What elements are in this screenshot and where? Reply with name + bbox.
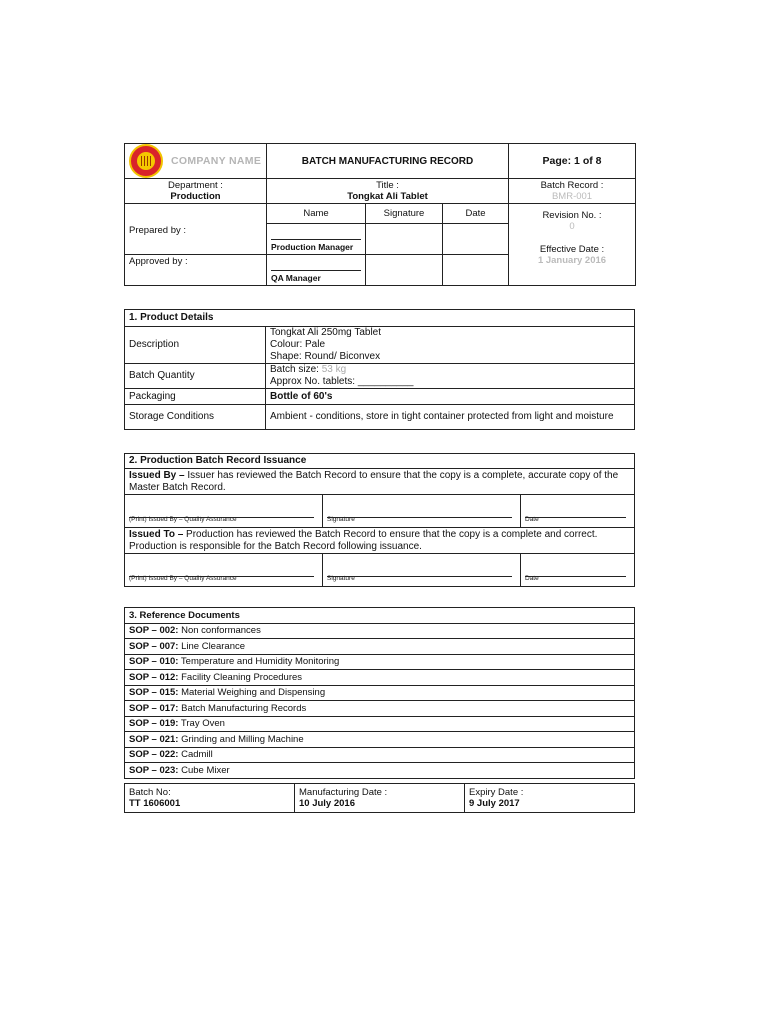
batch-record-value: BMR-001 <box>551 191 593 202</box>
logo-cell <box>125 144 267 179</box>
company-name: COMPANY NAME <box>171 154 262 167</box>
batch-quantity-value <box>266 364 635 389</box>
revision-cell <box>509 204 636 286</box>
sop-name: Cadmill <box>178 749 213 761</box>
department-value: Production <box>170 191 221 202</box>
expiry-date-value: 9 July 2017 <box>469 798 520 809</box>
issuance-table <box>124 453 635 587</box>
prepared-by-date <box>443 224 509 255</box>
approved-by-signature <box>366 255 443 286</box>
company-logo-icon <box>129 144 163 178</box>
issued-by-text: Issuer has reviewed the Batch Record to ensure that the copy is a complete, accurate copy of the Master Batch Record. <box>129 469 619 493</box>
approx-tablets-label: Approx No. tablets: <box>270 376 356 387</box>
sop-code: SOP – 021: <box>129 733 179 745</box>
batch-no-cell <box>125 784 295 813</box>
sop-name: Non conformances <box>178 625 261 637</box>
sop-name: Temperature and Humidity Monitoring <box>178 656 340 668</box>
batch-size-value: 53 kg <box>321 364 347 375</box>
revision-label: Revision No. : <box>542 210 602 221</box>
batch-record-cell <box>509 179 636 204</box>
issued-by-date-field[interactable] <box>521 495 635 528</box>
sop-code: SOP – 023: <box>129 764 179 776</box>
issued-by-print-field[interactable] <box>125 495 323 528</box>
issued-by-label: Issued By – <box>129 469 185 481</box>
sop-name: Batch Manufacturing Records <box>178 702 307 714</box>
storage-conditions-value: Ambient - conditions, store in tight container protected from light and moisture <box>266 405 635 430</box>
expiry-date-cell <box>465 784 635 813</box>
page-number: Page: 1 of 8 <box>509 144 636 179</box>
manufacturing-date-cell <box>295 784 465 813</box>
sop-name: Facility Cleaning Procedures <box>178 671 303 683</box>
sop-code: SOP – 012: <box>129 671 179 683</box>
col-date-header: Date <box>443 204 509 224</box>
batch-info-table <box>124 783 635 813</box>
batch-record-label: Batch Record : <box>540 180 604 191</box>
description-line: Shape: Round/ Biconvex <box>270 351 381 362</box>
reference-item <box>125 716 635 732</box>
reference-item <box>125 685 635 701</box>
sop-name: Cube Mixer <box>178 764 230 776</box>
sop-name: Grinding and Milling Machine <box>178 733 304 745</box>
sop-code: SOP – 007: <box>129 640 179 652</box>
batch-size-label: Batch size: <box>270 364 319 375</box>
issuance-heading: 2. Production Batch Record Issuance <box>125 454 635 469</box>
col-signature-header: Signature <box>366 204 443 224</box>
reference-item <box>125 654 635 670</box>
title-label: Title : <box>376 180 399 191</box>
document-title: BATCH MANUFACTURING RECORD <box>267 144 509 179</box>
signature-label: Signature <box>327 575 355 582</box>
reference-item <box>125 623 635 639</box>
issued-to-date-field[interactable] <box>521 554 635 587</box>
storage-conditions-label: Storage Conditions <box>125 405 266 430</box>
revision-value: 0 <box>569 221 575 232</box>
prepared-by-role: Production Manager <box>271 242 354 252</box>
sop-code: SOP – 010: <box>129 656 179 668</box>
issued-by-statement <box>125 469 635 495</box>
approved-by-role: QA Manager <box>271 273 321 283</box>
sop-code: SOP – 022: <box>129 749 179 761</box>
title-value: Tongkat Ali Tablet <box>347 191 428 202</box>
batch-no-label: Batch No: <box>129 787 171 798</box>
batch-quantity-label: Batch Quantity <box>125 364 266 389</box>
description-value <box>266 327 635 364</box>
prepared-by-name-cell <box>267 224 366 255</box>
reference-item <box>125 732 635 748</box>
approved-by-label: Approved by : <box>125 255 267 286</box>
reference-item <box>125 747 635 763</box>
packaging-value: Bottle of 60's <box>266 389 635 405</box>
product-details-table <box>124 309 635 430</box>
header-table <box>124 143 636 286</box>
sop-code: SOP – 015: <box>129 687 179 699</box>
print-qa-label: (Print) Issued By – Quality Assurance <box>129 575 237 582</box>
date-label: Date <box>525 575 539 582</box>
effective-date-value: 1 January 2016 <box>537 255 607 266</box>
issued-to-print-field[interactable] <box>125 554 323 587</box>
sop-name: Material Weighing and Dispensing <box>178 687 326 699</box>
manufacturing-date-label: Manufacturing Date : <box>299 787 388 798</box>
reference-item <box>125 701 635 717</box>
approved-by-name-cell <box>267 255 366 286</box>
department-label: Department : <box>168 180 223 191</box>
col-name-header: Name <box>267 204 366 224</box>
reference-item <box>125 763 635 779</box>
manufacturing-date-value: 10 July 2016 <box>299 798 355 809</box>
expiry-date-label: Expiry Date : <box>469 787 524 798</box>
sop-code: SOP – 002: <box>129 625 179 637</box>
prepared-by-signature <box>366 224 443 255</box>
sop-code: SOP – 017: <box>129 702 179 714</box>
reference-documents-table <box>124 607 635 779</box>
approved-by-date <box>443 255 509 286</box>
signature-label: Signature <box>327 516 355 523</box>
issued-to-label: Issued To – <box>129 528 184 540</box>
date-label: Date <box>525 516 539 523</box>
sop-name: Line Clearance <box>178 640 246 652</box>
issued-to-text: Production has reviewed the Batch Record to ensure that the copy is a complete and correct. Production is responsible for the Batch Record following issuance. <box>129 528 598 552</box>
title-cell <box>267 179 509 204</box>
reference-documents-heading: 3. Reference Documents <box>125 608 635 624</box>
sop-name: Tray Oven <box>178 718 225 730</box>
packaging-label: Packaging <box>125 389 266 405</box>
description-line: Colour: Pale <box>270 339 326 350</box>
issued-to-statement <box>125 528 635 554</box>
product-details-heading: 1. Product Details <box>125 310 635 327</box>
reference-item <box>125 639 635 655</box>
approx-tablets-value: __________ <box>357 376 414 387</box>
issued-to-signature-field[interactable] <box>323 554 521 587</box>
description-line: Tongkat Ali 250mg Tablet <box>270 327 382 338</box>
print-qa-label: (Print) Issued By – Quality Assurance <box>129 516 237 523</box>
issued-by-signature-field[interactable] <box>323 495 521 528</box>
department-cell <box>125 179 267 204</box>
prepared-by-label: Prepared by : <box>125 224 267 255</box>
effective-date-label: Effective Date : <box>539 244 605 255</box>
batch-no-value: TT 1606001 <box>129 798 181 809</box>
reference-item <box>125 670 635 686</box>
description-label: Description <box>125 327 266 364</box>
sop-code: SOP – 019: <box>129 718 179 730</box>
